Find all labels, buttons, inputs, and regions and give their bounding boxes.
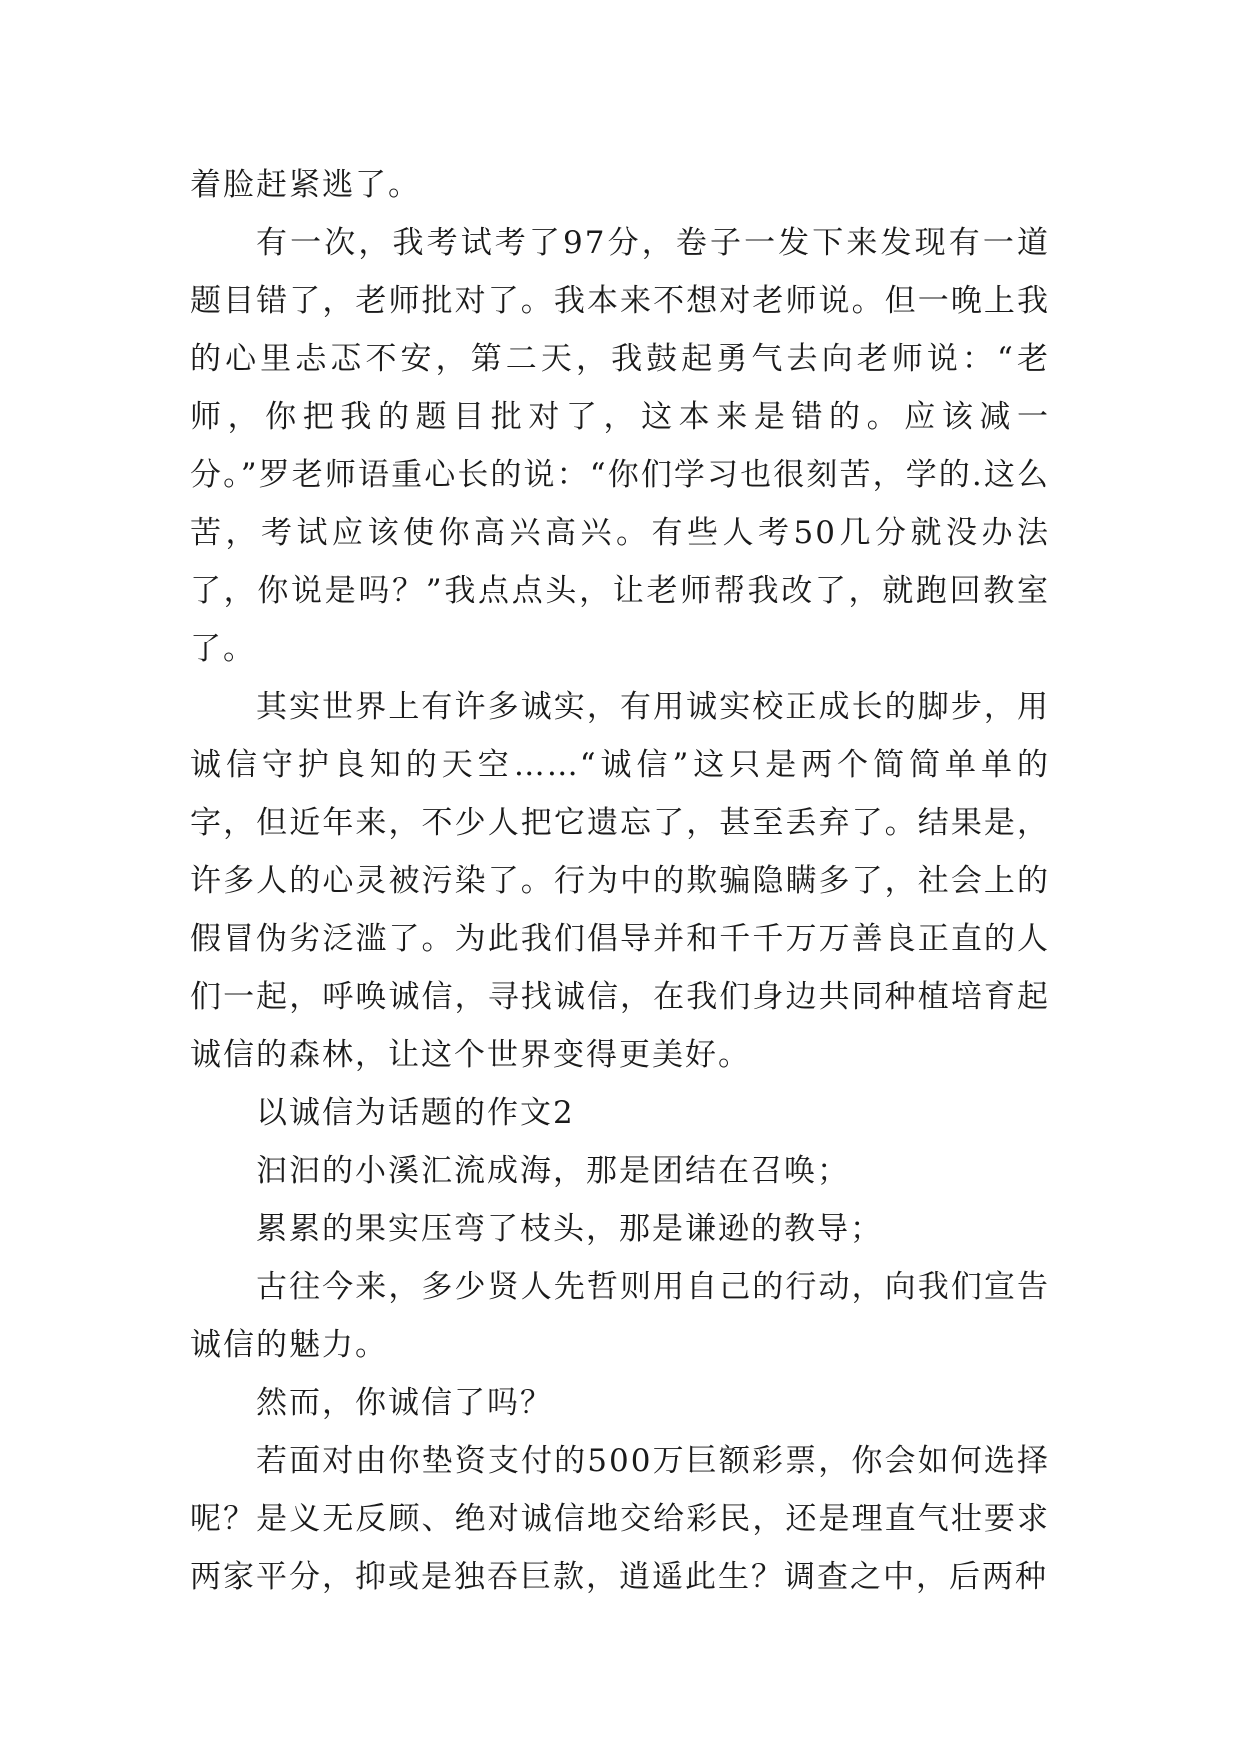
paragraph-question: 然而，你诚信了吗？	[256, 1385, 553, 1421]
paragraph-exam-story: 有一次，我考试考了97分，卷子一发下来发现有一道题目错了，老师批对了。我本来不想对老师说。但一晚上我的心里忐忑不安，第二天，我鼓起勇气去向老师说：“老师，你把我的题目批对了，这本来是错的。应该减一分。”罗老师语重心长的说：“你们学习也很刻苦，学的.这么苦，考试应该使你高兴高兴。有些人考50几分就没办法了，你说是吗？”我点点头，让老师帮我改了，就跑回教室了。	[190, 225, 1050, 667]
paragraph-continuation: 着脸赶紧逃了。	[190, 167, 421, 203]
document-body	[190, 156, 1050, 1606]
paragraph-fruit-line: 累累的果实压弯了枝头，那是谦逊的教导；	[256, 1211, 883, 1247]
paragraph-lottery: 若面对由你垫资支付的500万巨额彩票，你会如何选择呢？是义无反顾、绝对诚信地交给彩民，还是理直气壮要求两家平分，抑或是独吞巨款，逍遥此生？调查之中，后两种	[190, 1443, 1050, 1595]
essay-heading: 以诚信为话题的作文2	[256, 1095, 575, 1131]
paragraph-stream-line: 汩汩的小溪汇流成海，那是团结在召唤；	[256, 1153, 850, 1189]
paragraph-sages-line: 古往今来，多少贤人先哲则用自己的行动，向我们宣告诚信的魅力。	[190, 1269, 1050, 1363]
paragraph-honesty-reflection: 其实世界上有许多诚实，有用诚实校正成长的脚步，用诚信守护良知的天空……“诚信”这只是两个简简单单的字，但近年来，不少人把它遗忘了，甚至丢弃了。结果是，许多人的心灵被污染了。行为中的欺骗隐瞒多了，社会上的假冒伪劣泛滥了。为此我们倡导并和千千万万善良正直的人们一起，呼唤诚信，寻找诚信，在我们身边共同种植培育起诚信的森林，让这个世界变得更美好。	[190, 689, 1050, 1073]
